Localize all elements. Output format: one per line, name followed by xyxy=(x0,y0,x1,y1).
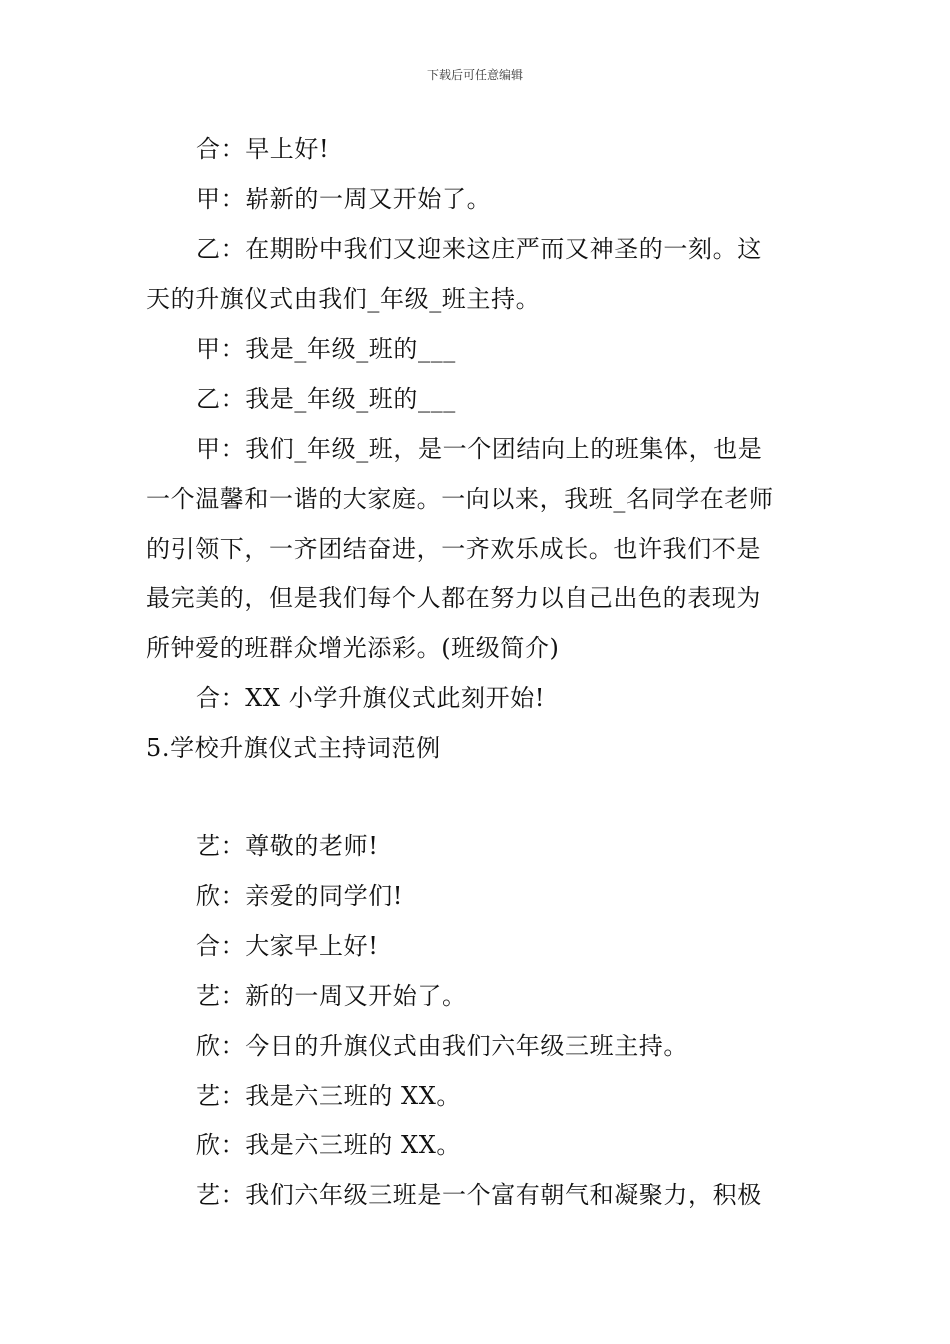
section-heading: 5.学校升旗仪式主持词范例 xyxy=(146,734,441,762)
text-line: 合：XX 小学升旗仪式此刻开始! xyxy=(196,684,546,712)
text-line: 甲：崭新的一周又开始了。 xyxy=(196,185,492,213)
text-line: 甲：我们_年级_班，是一个团结向上的班集体，也是 xyxy=(196,435,763,463)
text-line: 的引领下，一齐团结奋进，一齐欢乐成长。也许我们不是 xyxy=(146,535,761,563)
text-line: 欣：我是六三班的 XX。 xyxy=(196,1131,461,1159)
text-line: 艺：我们六年级三班是一个富有朝气和凝聚力，积极 xyxy=(196,1181,762,1209)
text-line: 合：大家早上好! xyxy=(196,932,379,960)
text-line: 艺：我是六三班的 XX。 xyxy=(196,1082,461,1110)
text-line: 欣：今日的升旗仪式由我们六年级三班主持。 xyxy=(196,1032,688,1060)
text-line: 艺：新的一周又开始了。 xyxy=(196,982,467,1010)
text-line: 最完美的，但是我们每个人都在努力以自己出色的表现为 xyxy=(146,584,761,612)
text-line: 甲：我是_年级_班的___ xyxy=(196,335,456,363)
text-line: 欣：亲爱的同学们! xyxy=(196,882,404,910)
text-line: 所钟爱的班群众增光添彩。(班级简介) xyxy=(146,634,560,662)
page-header: 下载后可任意编辑 xyxy=(426,68,523,82)
text-line: 合：早上好! xyxy=(196,135,330,163)
text-line: 乙：我是_年级_班的___ xyxy=(196,385,456,413)
text-line: 一个温馨和一谐的大家庭。一向以来，我班_名同学在老师 xyxy=(146,485,774,513)
text-line: 艺：尊敬的老师! xyxy=(196,832,379,860)
text-line: 乙：在期盼中我们又迎来这庄严而又神圣的一刻。这 xyxy=(196,235,762,263)
text-line: 天的升旗仪式由我们_年级_班主持。 xyxy=(146,285,541,313)
